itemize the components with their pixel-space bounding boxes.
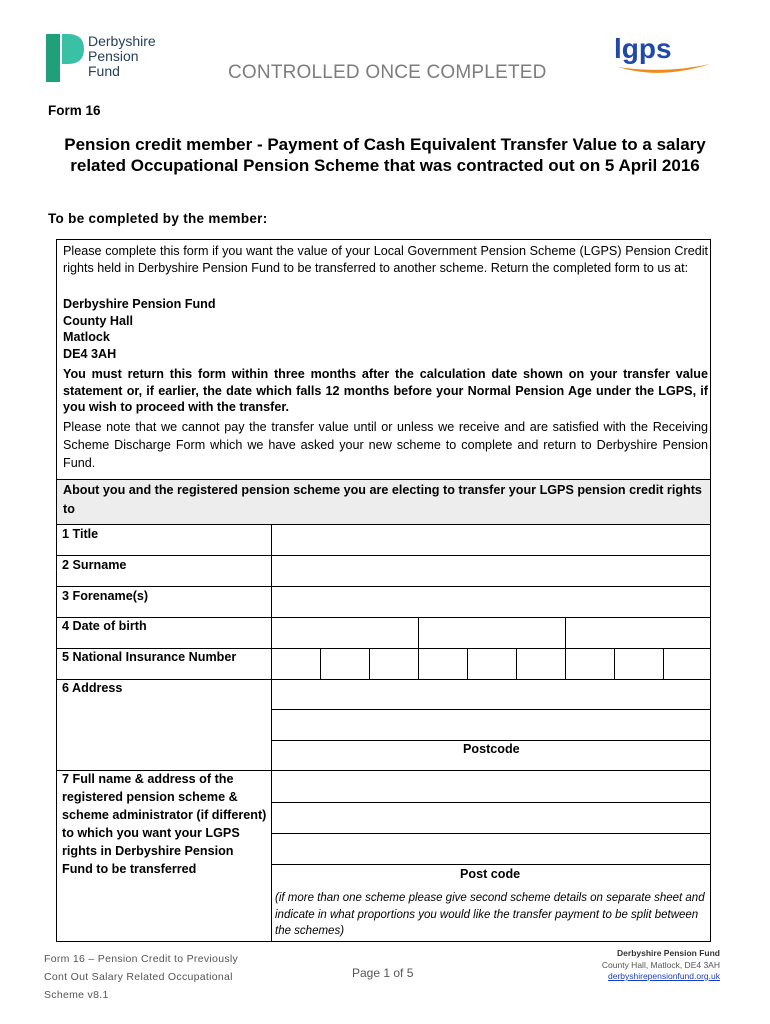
surname-label: 2 Surname [62, 558, 127, 572]
title-input[interactable] [272, 525, 710, 555]
postcode-label: Postcode [463, 742, 520, 756]
dob-label: 4 Date of birth [62, 619, 147, 633]
footer-form-reference [44, 950, 238, 1004]
footer-org-name: Derbyshire Pension Fund [617, 948, 720, 958]
subheading: To be completed by the member: [48, 211, 268, 226]
address-line-3: Matlock [63, 330, 110, 344]
footer-org-address: County Hall, Matlock, DE4 3AH [601, 959, 720, 970]
scheme-line-2-input[interactable] [272, 803, 710, 833]
lgps-logo-icon [610, 34, 720, 78]
logo-text [88, 34, 156, 79]
logo-line-1: Derbyshire [88, 33, 156, 49]
dob-month-input[interactable] [419, 618, 565, 648]
page-title: Pension credit member - Payment of Cash Equivalent Transfer Value to a salary related Occupational Pension Scheme that was contracted out on 5 April 2016 [64, 135, 706, 175]
scheme-postcode-input[interactable] [527, 865, 710, 889]
dob-year-input[interactable] [566, 618, 710, 648]
address-line-1-input[interactable] [272, 680, 710, 709]
return-address [63, 296, 708, 362]
footer-left-line-1: Form 16 – Pension Credit to Previously [44, 953, 239, 965]
logo-line-3: Fund [88, 63, 120, 79]
address-label: 6 Address [62, 681, 123, 695]
forenames-label: 3 Forename(s) [62, 589, 149, 603]
page-number: Page 1 of 5 [352, 966, 414, 980]
controlled-notice: CONTROLLED ONCE COMPLETED [228, 62, 547, 83]
form-box [56, 239, 711, 942]
ni-label: 5 National Insurance Number [62, 650, 237, 664]
intro-paragraph: Please complete this form if you want the value of your Local Government Pension Scheme (LGPS) Pension Credit rights held in Derbyshire Pension Fund to be transferred to another scheme. Return the completed form to us at: [63, 244, 708, 275]
deadline-warning: You must return this form within three months after the calculation date shown on your transfer value statement or, if earlier, the date which falls 12 months before your Normal Pension Age under the LGPS, if you wish to proceed with the transfer. [63, 367, 708, 414]
discharge-note: Please note that we cannot pay the transfer value until or unless we receive and are satisfied with the Receiving Scheme Discharge Form which we have asked your new scheme to complete and return to Derbyshire Pension Fund. [63, 420, 708, 470]
footer-contact [560, 948, 720, 983]
scheme-label: 7 Full name & address of the registered pension scheme & scheme administrator (if different) to which you want your LGPS rights in Derbyshire Pension Fund to be transferred [62, 772, 267, 876]
footer-website-link[interactable]: derbyshirepensionfund.org.uk [608, 971, 720, 981]
form-number: Form 16 [48, 103, 101, 118]
lgps-logo-text: lgps [614, 34, 672, 64]
address-line-3-input[interactable] [272, 741, 452, 770]
address-line-2-input[interactable] [272, 710, 710, 740]
address-line-1: Derbyshire Pension Fund [63, 297, 216, 311]
address-line-4: DE4 3AH [63, 346, 117, 361]
address-line-2: County Hall [63, 313, 133, 328]
dob-day-input[interactable] [272, 618, 418, 648]
footer-left-line-3: Scheme v8.1 [44, 989, 109, 1001]
forenames-input[interactable] [272, 587, 710, 617]
postcode-input[interactable] [527, 741, 710, 770]
section-heading: About you and the registered pension scheme you are electing to transfer your LGPS pension credit rights to [63, 483, 702, 516]
footer-left-line-2: Cont Out Salary Related Occupational [44, 971, 233, 983]
ni-number-input[interactable] [272, 649, 710, 679]
scheme-note: (if more than one scheme please give second scheme details on separate sheet and indicate in what proportions you would like the transfer payment to be split between the schemes) [275, 892, 705, 937]
scheme-line-3-input[interactable] [272, 834, 710, 864]
scheme-postcode-label: Post code [460, 867, 521, 881]
title-label: 1 Title [62, 527, 99, 541]
scheme-line-1-input[interactable] [272, 771, 710, 802]
surname-input[interactable] [272, 556, 710, 586]
logo-line-2: Pension [88, 48, 139, 64]
